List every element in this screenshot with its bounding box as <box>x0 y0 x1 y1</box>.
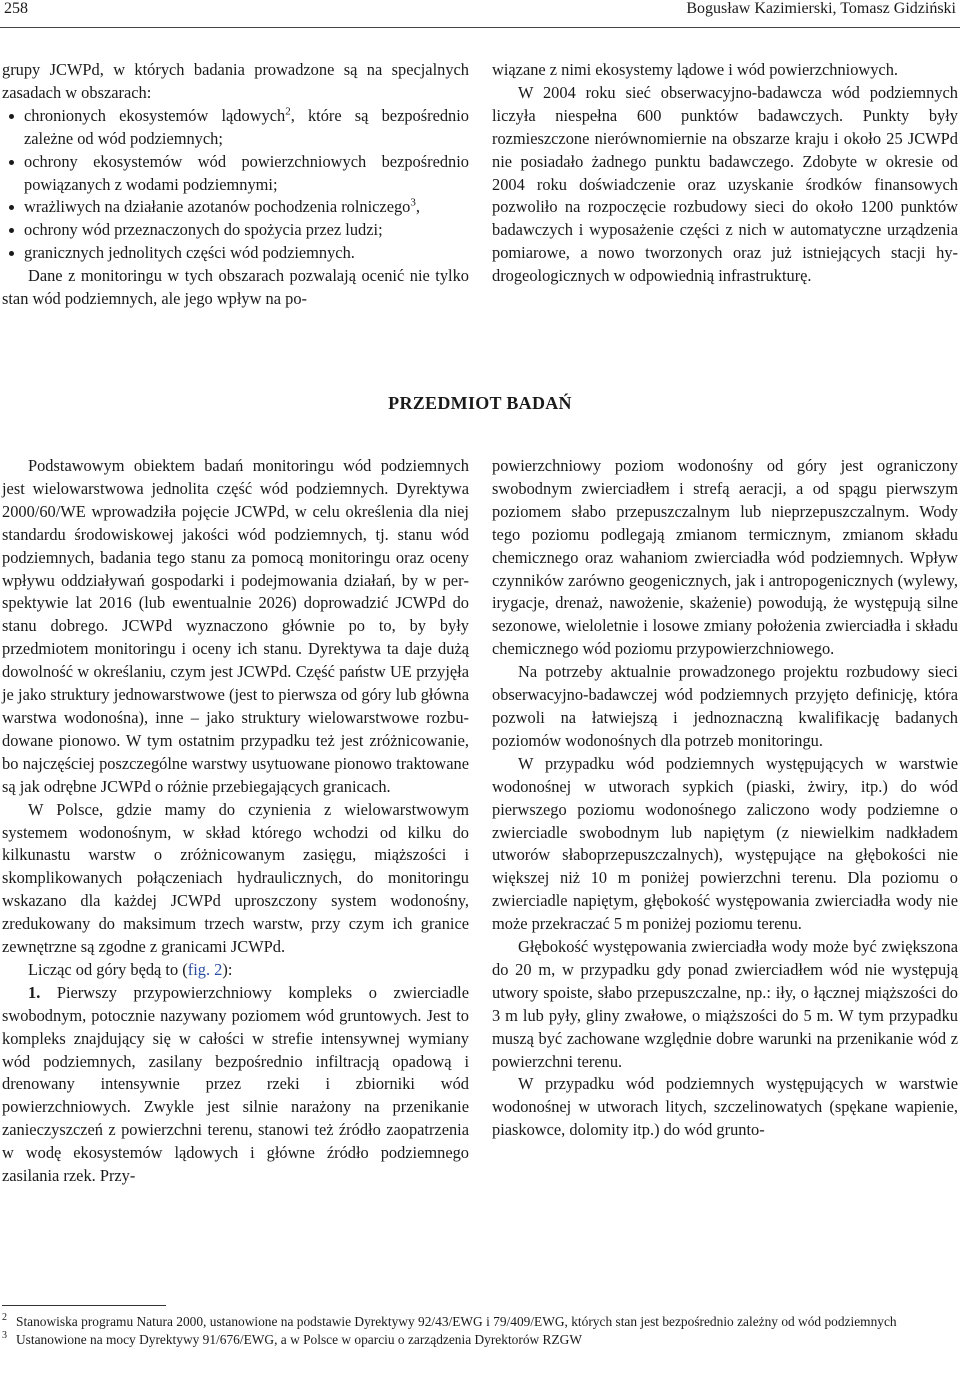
item-number: 1. <box>28 982 41 1002</box>
paragraph: Podstawowym obiektem badań monitoringu wód podziemnych jest wielowarstwowa jednolita część wód podziemnych. Dyrektywa 2000/60/WE wprowadziła pojęcie JCWPd, w celu określenia dla niej standardu środowiskowej jakości wód podziemnych, tj. stanu wód podziemnych, badania tego stanu za pomocą monitoringu oraz oceny wpływu oddziaływań gospodarki i podejmowania działań, by w perspektywie lat 2016 (lub ewentualnie 2026) doprowadzić JCWPd do stanu dobrego. JCWPd wyznaczono głównie po to, by były przedmiotem monitoringu i oceny ich stanu. Dyrektywa ta daje dużą dowolność w określaniu, czym jest JCWPd. Część państw UE przyjęła je jako struktury jednowarstwowe (jest to pierwsza od góry lub główna warstwa wodonośna), inne – jako struktury wielowarstwowe rozbudowane pionowo. W tym ostatnim przypadku też jest zróżnicowanie, bo najczęściej poszczególne warstwy usytuowane pionowo traktowane są jak odrębne JCWPd o różnie przebiegających granicach. <box>2 456 469 796</box>
paragraph: W 2004 roku sieć obserwacyjno-badawcza wód podziemnych liczyła niespełna 600 punktów badawczych. Punkty były rozmieszczone nierównomiernie na obszarze kraju i około 25 JCWPd nie posiadało żadnego punktu badawczego. Zdobyte w okresie od 2004 roku doświadczenie oraz uzyskanie środków finansowych pozwoliło na rozpoczęcie rozbudowy sieci do około 1200 punktów badawczych i wyposażenie części z nich w automatyczne urządzenia pomiarowe, a nowo tworzonych oraz już istniejących stacji hydrogeologicznych w odpowiednią infrastrukturę. <box>492 82 958 286</box>
bullet-item: wrażliwych na działanie azotanów pochodzenia rolniczego$^3$, <box>2 196 469 219</box>
running-authors: Bogusław Kazimierski, Tomasz Gidziński <box>686 0 956 17</box>
paragraph: W przypadku wód podziemnych występujących w warstwie wodonośnej w utworach sypkich (piaski, żwiry, itp.) do wód pierwszego poziomu wodonośnego zaliczono wody podziemne o zwierciadle swobodnym lub napiętym (z niewielkim nadkładem utworów słaboprzepuszczalnych), występujące na głębokości nie większej niż 10 m poniżej powierzchni terenu. Dla poziomu o zwierciadle napiętym, głębokość występowania zwierciadła wody nie może przekraczać 5 m poniżej poziomu terenu. <box>492 753 958 934</box>
right-column <box>492 455 958 1142</box>
running-header <box>0 0 960 28</box>
bullet-item: chronionych ekosystemów lądowych$^2$, które są bezpośrednio zależne od wód podziemnych; <box>2 105 469 151</box>
footnote-mark: 2 <box>2 1312 7 1323</box>
figure-reference-link[interactable]: fig. 2 <box>187 959 223 979</box>
top-left-column <box>2 59 469 311</box>
footnote-ref: 3 <box>410 196 416 209</box>
bullet-item: ochrony wód przeznaczonych do spożycia przez ludzi; <box>2 219 469 242</box>
left-column <box>2 455 469 1188</box>
footnote-ref: 2 <box>285 105 291 118</box>
paragraph: W Polsce, gdzie mamy do czynienia z wielowarstwowym systemem wodonośnym, w skład którego wchodzi od kilku do kilkunastu warstw o zróżnicowanym zasięgu, miąższości i skomplikowanych połączeniach hydraulicznych, do monitoringu wskazano dla każdej JCWPd uproszczony system wodonośny, zredukowany do maksimum trzech warstw, przy czym ich granice zewnętrzne są zgodne z granicami JCWPd. <box>2 799 469 957</box>
header-rule <box>0 27 960 28</box>
paragraph: 1. Pierwszy przypowierzchniowy kompleks o zwierciadle swobodnym, potocznie nazywany poziomem wód gruntowych. Jest to kompleks znajdujący się w całości w strefie intensywnej wymiany wód podziemnych, zasilany bezpośrednio infiltracją opadową i drenowany intensywnie przez rzeki i zbiorniki wód powierzchniowych. Zwykle jest silnie narażony na przenikanie zanieczyszczeń z powierzchni terenu, stanowi też źródło zaopatrzenia w wodę ekosystemów lądowych i główne źródło podziemnego zasilania rzek. Przy- <box>2 982 469 1186</box>
bullet-item: ochrony ekosystemów wód powierzchniowych bezpośrednio powiązanych z wodami podziemnymi; <box>2 151 469 197</box>
paragraph: powierzchniowy poziom wodonośny od góry jest ograniczony swobodnym zwierciadłem i strefą aeracji, a od spągu pierwszym poziomem słabo przepuszczalnym lub nieprzepuszczalnym. Wody tego poziomu podlegają zmianom termicznym, zmianom składu chemicznego oraz wahaniom zwierciadła wód podziemnych. Wpływ czynników zarówno geogenicznych, jak i antropogenicznych (wylewy, irygacje, drenaż, nawożenie, skażenie) powodują, że występują silne sezonowe, wieloletnie i losowe zmiany położenia zwierciadła i składu chemicznego wód poziomu przypowierzchniowego. <box>492 456 958 659</box>
paragraph: W przypadku wód podziemnych występujących w warstwie wodonośnej w utworach litych, szczelinowatych (spękane wapienie, piaskowce, dolomity itp.) do wód grunto- <box>492 1074 958 1140</box>
footnotes <box>2 1313 958 1348</box>
page-number: 258 <box>4 0 28 17</box>
paragraph: Dane z monitoringu w tych obszarach pozwalają ocenić nie tylko stan wód podziemnych, ale jego wpływ na po- <box>2 266 469 309</box>
paragraph: wiązane z nimi ekosystemy lądowe i wód powierzchniowych. <box>492 60 899 79</box>
footnote-mark: 3 <box>2 1329 7 1341</box>
footnote: 3 Ustanowione na mocy Dyrektywy 91/676/EWG, a w Polsce w oparciu o zarządzenia Dyrektorów RZGW <box>2 1331 958 1349</box>
footnote: 2 Stanowiska programu Natura 2000, ustanowione na podstawie Dyrektywy 92/43/EWG i 79/409/EWG, których stan jest bezpośrednio zależny od wód podziemnych <box>2 1313 958 1331</box>
section-heading: PRZEDMIOT BADAŃ <box>388 393 572 413</box>
paragraph: Głębokość występowania zwierciadła wody może być zwiększona do 20 m, w przypadku gdy ponad zwierciadłem wód nie występują utwory spoiste, słabo przepuszczalne, np.: iły, o łącznej miąższości do 3 m lub pyły, gliny zwałowe, o miąższości do 5 m. W tym przypadku muszą być zachowane względnie dobre warunki na przenikanie wód z powierzchni terenu. <box>492 937 958 1071</box>
bullets-intro: grupy JCWPd, w których badania prowadzone są na specjalnych zasadach w obszarach: <box>2 60 469 102</box>
paragraph: Na potrzeby aktualnie prowadzonego projektu rozbudowy sieci obserwacyjno-badawczej wód podziemnych przyjęto definicję, która pozwoli na łatwiejszą i jednoznaczną kwalifikację badanych poziomów wodonośnych dla potrzeb monitoringu. <box>492 662 958 750</box>
bullet-item: granicznych jednolitych części wód podziemnych. <box>2 242 469 265</box>
footnote-rule <box>2 1305 166 1306</box>
paragraph: Licząc od góry będą to (fig. 2): <box>28 959 233 979</box>
area-bullet-list <box>2 105 469 265</box>
top-right-column <box>492 59 958 288</box>
